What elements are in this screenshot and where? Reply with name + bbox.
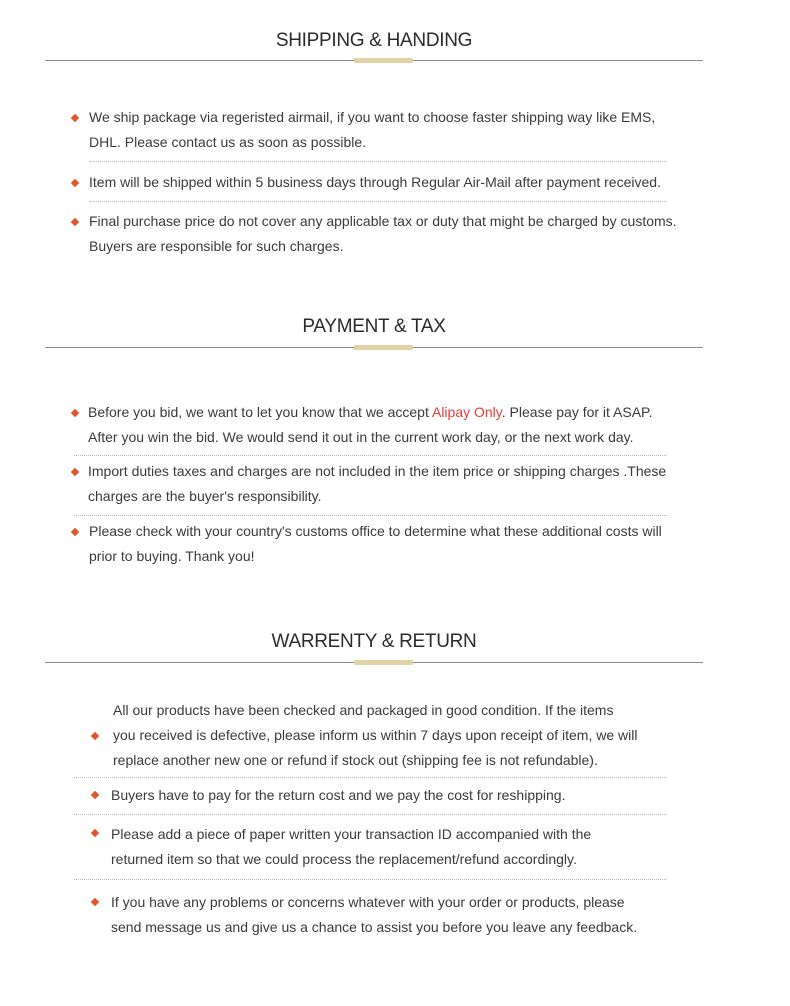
payment-item-2-line-1: Import duties taxes and charges are not included in the item price or shipping charges .These	[88, 463, 667, 479]
dotted-divider	[89, 201, 667, 202]
payment-item-2-line-2: charges are the buyer's responsibility.	[88, 488, 322, 504]
payment-item-3-line-2: prior to buying. Thank you!	[89, 548, 255, 564]
bullet-diamond-icon	[71, 528, 79, 536]
payment-item-1-line-1	[88, 400, 652, 425]
warranty-item-2	[111, 783, 565, 808]
warranty-item-4-line-1: If you have any problems or concerns whatever with your order or products, please	[111, 894, 625, 910]
warranty-item-3-line-2: returned item so that we could process the replacement/refund accordingly.	[111, 851, 577, 867]
shipping-item-1-line-1: We ship package via regeristed airmail, if you want to choose faster shipping way like EMS,	[89, 109, 656, 125]
bullet-diamond-icon	[91, 829, 99, 837]
shipping-item-2-line-1: Item will be shipped within 5 business days through Regular Air-Mail after payment received.	[89, 174, 661, 190]
shipping-item-3	[89, 209, 677, 259]
bullet-diamond-icon	[91, 791, 99, 799]
warranty-item-4-line-2: send message us and give us a chance to assist you before you leave any feedback.	[111, 919, 638, 935]
bullet-diamond-icon	[91, 732, 99, 740]
bullet-diamond-icon	[71, 218, 79, 226]
warranty-item-2-line-1: Buyers have to pay for the return cost and we pay the cost for reshipping.	[111, 787, 566, 803]
payment-item-2	[88, 459, 666, 509]
dotted-divider	[74, 814, 667, 815]
shipping-item-1	[89, 105, 655, 155]
payment-item-1-line-2: After you win the bid. We would send it out in the current work day, or the next work day.	[88, 429, 634, 445]
payment-item-1-line-1-post: . Please pay for it ASAP.	[501, 404, 653, 420]
shipping-title: SHIPPING & HANDING	[275, 30, 473, 51]
shipping-item-2	[89, 170, 661, 195]
bullet-diamond-icon	[71, 409, 79, 417]
warranty-item-4	[111, 890, 637, 940]
dotted-divider	[74, 515, 667, 516]
dotted-divider	[74, 455, 667, 456]
payment-item-1-line-1-pre: Before you bid, we want to let you know that we accept	[88, 404, 432, 420]
warranty-title: WARRENTY & RETURN	[271, 631, 477, 652]
payment-item-3	[89, 519, 662, 569]
warranty-item-1-line-1: All our products have been checked and packaged in good condition. If the items	[113, 702, 614, 718]
bullet-diamond-icon	[71, 468, 79, 476]
alipay-only-highlight: Alipay Only	[431, 404, 502, 420]
dotted-divider	[89, 161, 667, 162]
dotted-divider	[74, 777, 667, 778]
warranty-title-accent	[354, 660, 413, 665]
warranty-item-1-line-3: replace another new one or refund if stock out (shipping fee is not refundable).	[113, 752, 598, 768]
shipping-item-3-line-1: Final purchase price do not cover any applicable tax or duty that might be charged by customs.	[89, 213, 677, 229]
bullet-diamond-icon	[91, 898, 99, 906]
warranty-item-3-line-1: Please add a piece of paper written your transaction ID accompanied with the	[111, 826, 592, 842]
payment-title: PAYMENT & TAX	[302, 316, 446, 337]
dotted-divider	[74, 879, 667, 880]
bullet-diamond-icon	[71, 179, 79, 187]
warranty-item-1-line-2: you received is defective, please inform us within 7 days upon receipt of item, we will	[113, 727, 638, 743]
bullet-diamond-icon	[71, 114, 79, 122]
payment-item-3-line-1: Please check with your country's customs office to determine what these additional costs will	[89, 523, 662, 539]
shipping-title-accent	[354, 58, 413, 63]
warranty-item-1	[113, 698, 637, 773]
warranty-item-3	[111, 822, 591, 872]
payment-title-accent	[354, 345, 413, 350]
shipping-item-3-line-2: Buyers are responsible for such charges.	[89, 238, 344, 254]
shipping-item-1-line-2: DHL. Please contact us as soon as possible.	[89, 134, 367, 150]
payment-item-1	[88, 400, 652, 450]
